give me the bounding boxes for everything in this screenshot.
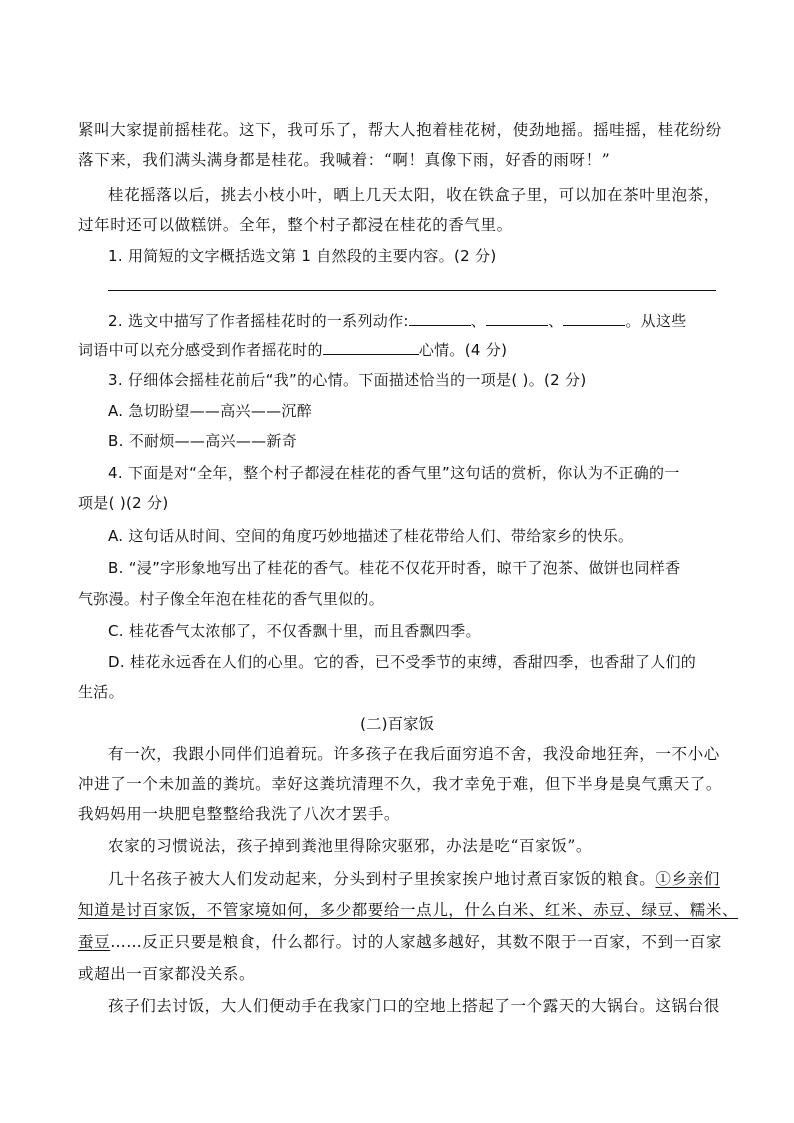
underlined-sentence: ①乡亲们 [655, 870, 720, 888]
answer-blank[interactable] [323, 340, 419, 355]
passage2-line: 有一次，我跟小同伴们追着玩。许多孩子在我后面穷追不舍，我没命地狂奔，一不小心 [108, 745, 720, 763]
question-2-text: 心情。(4 分) [418, 341, 508, 359]
passage1-line: 桂花摇落以后，挑去小枝小叶，晒上几天太阳，收在铁盒子里，可以加在茶叶里泡茶， [108, 186, 720, 204]
passage2-line [108, 867, 720, 891]
option-d: D. 桂花永远香在人们的心里。它的香，已不受季节的束缚，香甜四季，也香甜了人们的 [108, 653, 697, 671]
passage2-line [78, 930, 722, 954]
option-b: B. 不耐烦——高兴——新奇 [108, 432, 298, 450]
option-a: A. 急切盼望——高兴——沉醉 [108, 402, 313, 420]
question-3: 3. 仔细体会摇桂花前后“我”的心情。下面描述恰当的一项是( )。(2 分) [108, 371, 587, 389]
passage2-line: 我妈妈用一块肥皂整整给我洗了八次才罢手。 [78, 805, 401, 823]
separator: 、 [470, 312, 487, 330]
separator: 、 [548, 312, 564, 330]
passage2-text: ……反正只要是粮食，什么都行。讨的人家越多越好，其数不限于一百家，不到一百家 [110, 933, 723, 951]
question-2-text: 。从这些 [625, 312, 687, 330]
option-b-cont: 气弥漫。村子像全年泡在桂花的香气里似的。 [78, 590, 385, 608]
question-2 [108, 309, 687, 333]
passage1-line: 紧叫大家提前摇桂花。这下，我可乐了，帮大人抱着桂花树，使劲地摇。摇哇摇，桂花纷纷 [78, 121, 723, 139]
question-2-cont [78, 338, 507, 362]
underlined-sentence: 蚕豆 [78, 933, 111, 951]
question-1: 1. 用简短的文字概括选文第 1 自然段的主要内容。(2 分) [108, 247, 497, 265]
question-2-text: 2. 选文中描写了作者摇桂花时的一系列动作: [108, 312, 409, 330]
option-a: A. 这句话从时间、空间的角度巧妙地描述了桂花带给人们、带给家乡的快乐。 [108, 527, 634, 545]
passage2-line: 冲进了一个未加盖的粪坑。幸好这粪坑清理不久，我才幸免于难，但下半身是臭气熏天了。 [78, 775, 723, 793]
answer-blank[interactable] [409, 311, 471, 326]
question-4-cont: 项是( )(2 分) [78, 494, 169, 512]
option-d-cont: 生活。 [78, 683, 124, 701]
passage2-line: 孩子们去讨饭，大人们便动手在我家门口的空地上搭起了一个露天的大锅台。这锅台很 [108, 997, 720, 1015]
question-2-text: 词语中可以充分感受到作者摇花时的 [78, 341, 323, 359]
option-c: C. 桂花香气太浓郁了，不仅香飘十里，而且香飘四季。 [108, 622, 481, 640]
section-title: (二)百家饭 [359, 715, 435, 733]
option-b: B. “浸”字形象地写出了桂花的香气。桂花不仅花开时香，晾干了泡茶、做饼也同样香 [108, 559, 681, 577]
passage1-line: 落下来，我们满头满身都是桂花。我喊着：“啊！真像下雨，好香的雨呀！” [78, 151, 611, 169]
underlined-sentence: 知道是讨百家饭，不管家境如何，多少都要给一点儿，什么白米、红米、赤豆、绿豆、糯米、 [78, 901, 739, 919]
answer-blank[interactable] [563, 311, 625, 326]
question-4: 4. 下面是对“全年，整个村子都浸在桂花的香气里”这句话的赏析，你认为不正确的一 [108, 464, 680, 482]
passage2-line: 农家的习惯说法，孩子掉到粪池里得除灾驱邪，办法是吃“百家饭”。 [108, 837, 592, 855]
answer-blank[interactable] [486, 311, 548, 326]
passage2-text: 几十名孩子被大人们发动起来，分头到村子里挨家挨户地讨煮百家饭的粮食。 [108, 870, 656, 888]
passage2-line: 或超出一百家都没关系。 [78, 965, 256, 983]
answer-line[interactable] [108, 290, 716, 291]
passage1-line: 过年时还可以做糕饼。全年，整个村子都浸在桂花的香气里。 [78, 216, 513, 234]
